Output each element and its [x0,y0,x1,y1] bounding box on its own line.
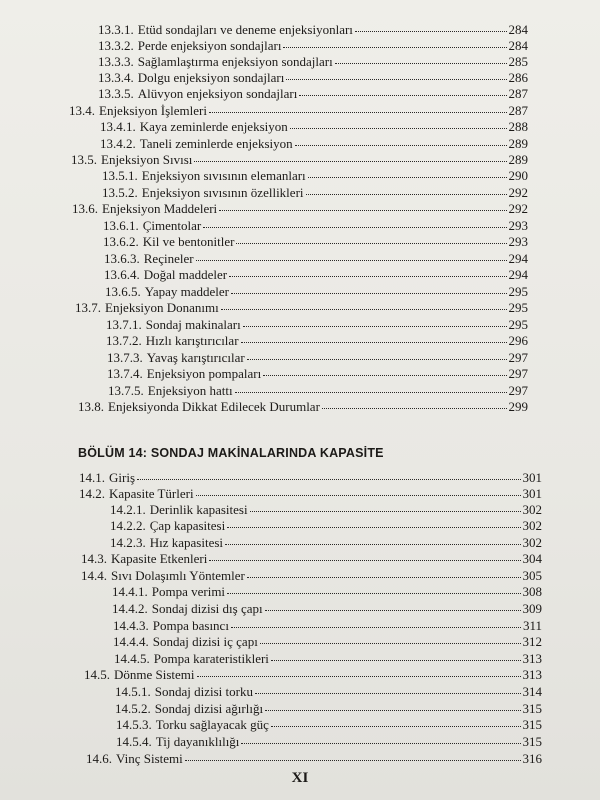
toc-entry: 13.7.3. Yavaş karıştırıcılar 297 [107,350,528,365]
toc-entry: 14.5. Dönme Sistemi 313 [84,667,542,682]
toc-entry: 13.7.5. Enjeksiyon hattı 297 [108,383,528,398]
toc-entry: 14.4.4. Sondaj dizisi iç çapı 312 [113,634,542,649]
toc-entry: 13.3.3. Sağlamlaştırma enjeksiyon sondajları 285 [98,54,528,69]
toc-entry: 13.6.2. Kil ve bentonitler 293 [103,234,528,249]
toc-entry: 14.5.1. Sondaj dizisi torku 314 [115,684,542,699]
toc-entry: 13.7.2. Hızlı karıştırıcılar 296 [106,333,528,348]
toc-entry: 13.3.4. Dolgu enjeksiyon sondajları 286 [98,70,528,85]
toc-entry: 13.5.2. Enjeksiyon sıvısının özellikleri 292 [102,185,528,200]
toc-entry: 13.3.5. Alüvyon enjeksiyon sondajları 287 [98,86,528,101]
toc-entry: 14.2.2. Çap kapasitesi 302 [110,518,542,533]
toc-entry: 14.5.4. Tij dayanıklılığı 315 [116,734,542,749]
toc-entry: 13.8. Enjeksiyonda Dikkat Edilecek Durumlar 299 [78,399,528,414]
toc-entry: 14.2.3. Hız kapasitesi 302 [110,535,542,550]
toc-entry: 14.1. Giriş 301 [79,470,542,485]
toc-entry: 14.4.1. Pompa verimi 308 [112,584,542,599]
toc-entry: 14.4. Sıvı Dolaşımlı Yöntemler 305 [81,568,542,583]
toc-entry: 13.3.2. Perde enjeksiyon sondajları 284 [98,38,528,53]
toc-entry: 14.5.3. Torku sağlayacak güç 315 [116,717,542,732]
toc-entry: 14.5.2. Sondaj dizisi ağırlığı 315 [115,701,542,716]
toc-entry: 14.6. Vinç Sistemi 316 [86,751,542,766]
toc-entry: 14.4.2. Sondaj dizisi dış çapı 309 [112,601,542,616]
toc-entry: 13.6.4. Doğal maddeler 294 [104,267,528,282]
toc-entry: 14.2. Kapasite Türleri 301 [79,486,542,501]
toc-entry: 13.4.2. Taneli zeminlerde enjeksiyon 289 [100,136,528,151]
toc-entry: 13.7.1. Sondaj makinaları 295 [106,317,528,332]
toc-entry: 13.4. Enjeksiyon İşlemleri 287 [69,103,528,118]
toc-entry: 13.3.1. Etüd sondajları ve deneme enjeksiyonları 284 [98,22,528,37]
toc-entry: 13.5. Enjeksiyon Sıvısı 289 [71,152,528,167]
toc-entry: 13.4.1. Kaya zeminlerde enjeksiyon 288 [100,119,528,134]
toc-entry: 13.6. Enjeksiyon Maddeleri 292 [72,201,528,216]
toc-entry: 14.4.5. Pompa karateristikleri 313 [114,651,542,666]
toc-entry: 13.5.1. Enjeksiyon sıvısının elemanları 290 [102,168,528,183]
page-number: XI [291,770,309,786]
toc-entry: 13.7.4. Enjeksiyon pompaları 297 [107,366,528,381]
toc-entry: 14.3. Kapasite Etkenleri 304 [81,551,542,566]
toc-entry: 13.6.5. Yapay maddeler 295 [105,284,528,299]
toc-entry: 14.4.3. Pompa basıncı 311 [113,618,542,633]
toc-entry: 13.7. Enjeksiyon Donanımı 295 [75,300,528,315]
toc-entry: 14.2.1. Derinlik kapasitesi 302 [110,502,542,517]
chapter-heading: BÖLÜM 14: SONDAJ MAKİNALARINDA KAPASİTE [78,446,384,460]
toc-entry: 13.6.1. Çimentolar 293 [103,218,528,233]
toc-entry: 13.6.3. Reçineler 294 [104,251,528,266]
